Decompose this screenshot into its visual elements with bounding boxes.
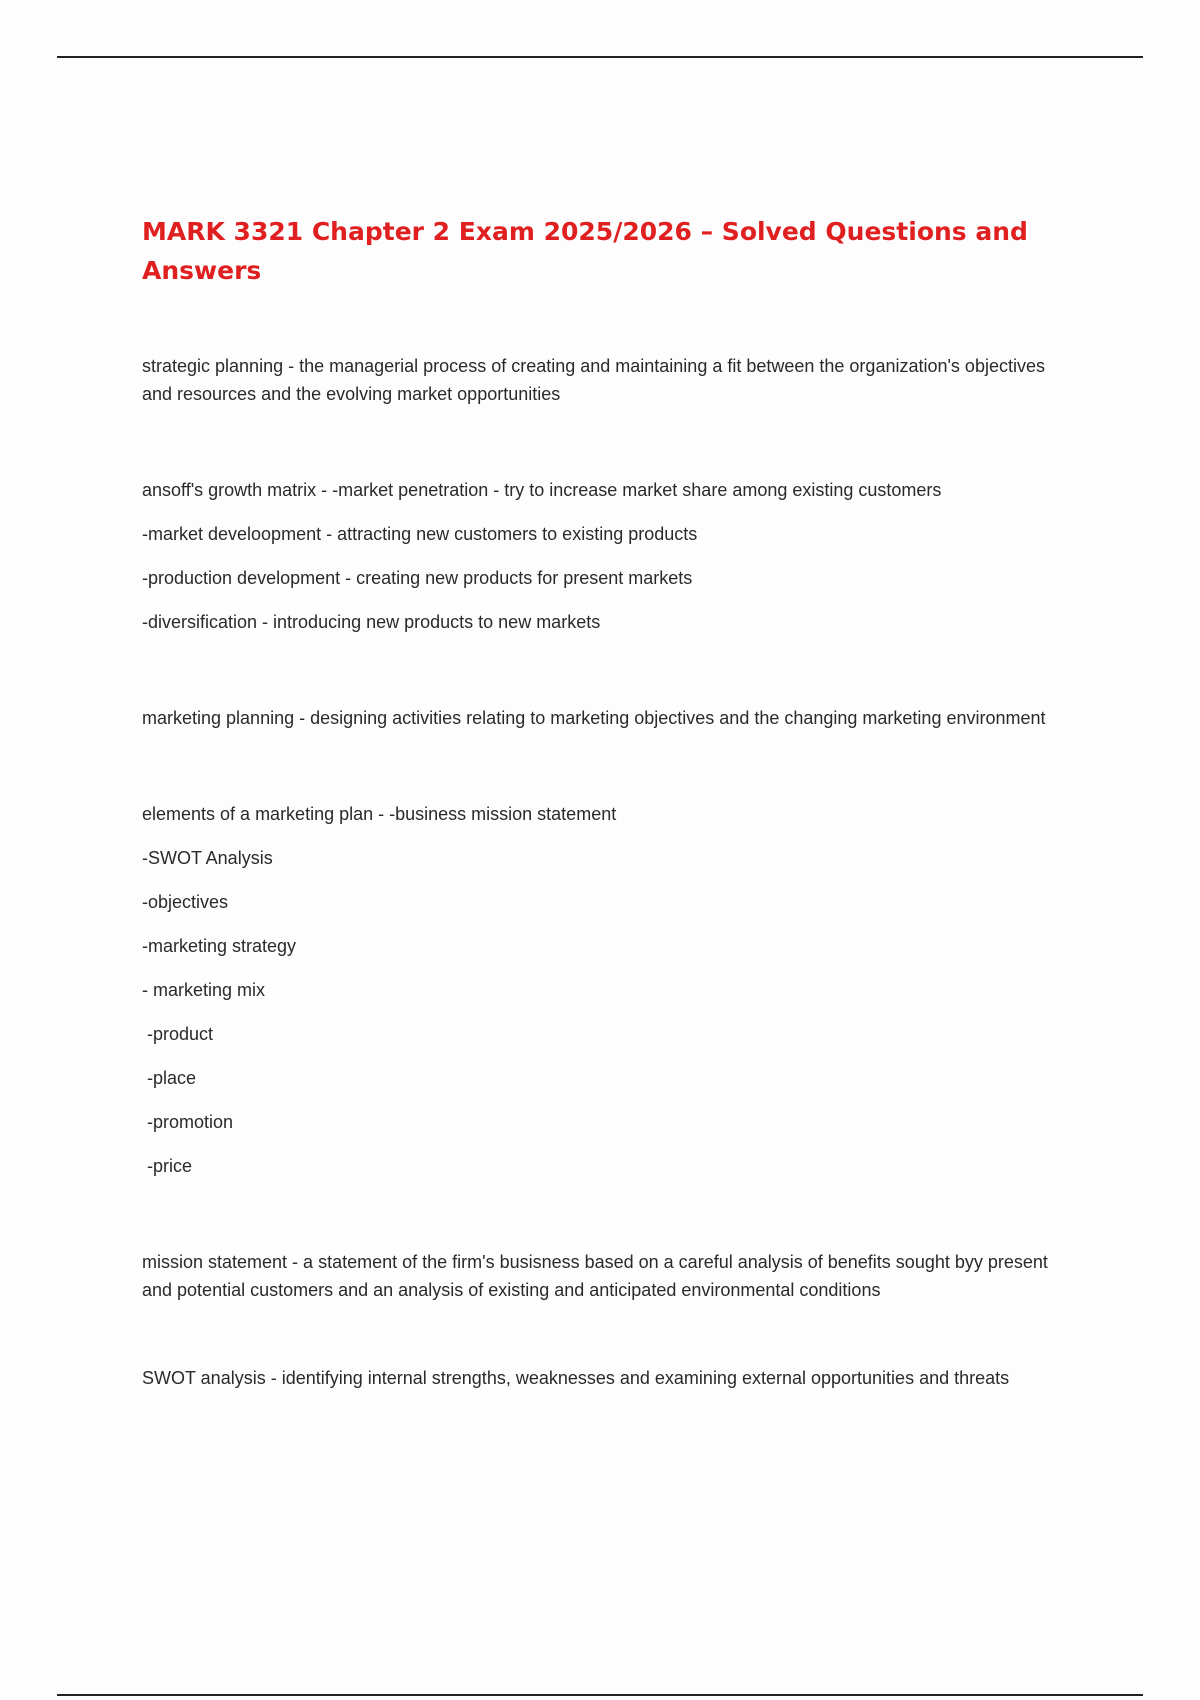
ansoff-line: -diversification - introducing new products to new markets: [142, 612, 601, 632]
entry-ansoff-growth-matrix: [142, 468, 1062, 644]
entry-marketing-planning: marketing planning - designing activities relating to marketing objectives and the changing marketing environment: [142, 708, 1046, 728]
entry-strategic-planning: strategic planning - the managerial process of creating and maintaining a fit between the organization's objectives and resources and the evolving market opportunities: [142, 356, 1045, 404]
ansoff-line: -production development - creating new products for present markets: [142, 568, 693, 588]
plan-element-line: -price: [142, 1156, 193, 1176]
entry-marketing-plan-elements: [142, 792, 1062, 1188]
document-title: MARK 3321 Chapter 2 Exam 2025/2026 – Solved Questions and Answers: [142, 217, 1028, 285]
plan-element-line: - marketing mix: [142, 980, 266, 1000]
top-rule: [57, 56, 1143, 58]
ansoff-line: -market develoopment - attracting new customers to existing products: [142, 524, 698, 544]
plan-element-line: elements of a marketing plan - -business mission statement: [142, 804, 617, 824]
entry-mission-statement: mission statement - a statement of the firm's busisness based on a careful analysis of benefits sought byy present and potential customers and an analysis of existing and anticipated environmental conditions: [142, 1252, 1048, 1300]
entry-swot-analysis: SWOT analysis - identifying internal strengths, weaknesses and examining external opportunities and threats: [142, 1368, 1010, 1388]
plan-element-line: -product: [142, 1024, 214, 1044]
plan-element-line: -place: [142, 1068, 197, 1088]
plan-element-line: -promotion: [142, 1112, 234, 1132]
plan-element-line: -SWOT Analysis: [142, 848, 273, 868]
plan-element-line: -objectives: [142, 892, 229, 912]
bottom-rule: [57, 1694, 1143, 1696]
plan-element-line: -marketing strategy: [142, 936, 297, 956]
ansoff-line: ansoff's growth matrix - -market penetration - try to increase market share among existing customers: [142, 480, 942, 500]
document-body: [142, 352, 1062, 1392]
